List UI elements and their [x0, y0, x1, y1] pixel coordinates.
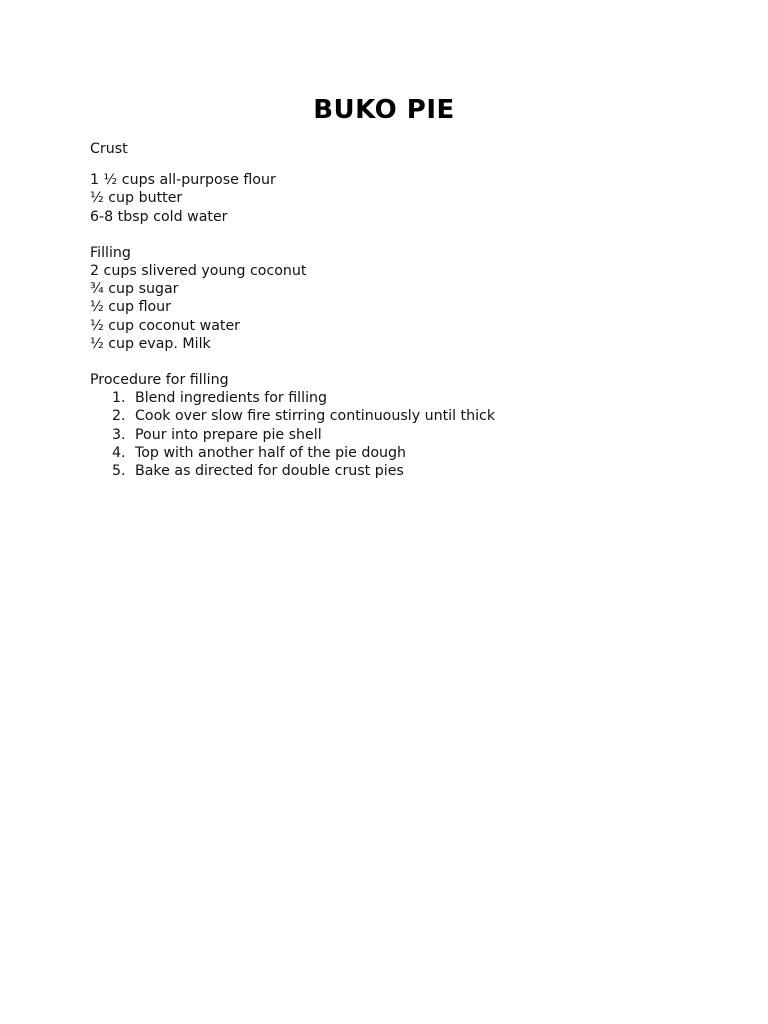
step-text: Pour into prepare pie shell: [135, 426, 322, 443]
step-text: Blend ingredients for filling: [135, 390, 328, 407]
step-text: Bake as directed for double crust pies: [135, 463, 404, 480]
filling-heading: Filling: [90, 244, 131, 261]
procedure-steps: [90, 389, 690, 480]
procedure-step: [90, 444, 690, 462]
step-text: Cook over slow fire stirring continuously until thick: [135, 408, 496, 425]
procedure-heading: Procedure for filling: [90, 372, 229, 389]
spacer: [90, 353, 690, 371]
procedure-step: [90, 462, 690, 480]
crust-ingredient: 6-8 tbsp cold water: [90, 208, 228, 225]
recipe-title: BUKO PIE: [313, 95, 455, 125]
procedure-step: [90, 407, 690, 425]
spacer: [90, 226, 690, 244]
step-number: 2.: [112, 408, 126, 425]
spacer: [90, 158, 690, 171]
procedure-step: [90, 389, 690, 407]
crust-ingredient: 1 ½ cups all-purpose flour: [90, 172, 276, 189]
filling-ingredient: ¾ cup sugar: [90, 281, 179, 298]
step-number: 4.: [112, 444, 126, 461]
crust-ingredient-list: [90, 171, 690, 226]
filling-ingredient-list: [90, 262, 690, 353]
step-number: 3.: [112, 426, 126, 443]
crust-heading: Crust: [90, 141, 128, 157]
step-text: Top with another half of the pie dough: [135, 444, 407, 461]
crust-ingredient: ½ cup butter: [90, 190, 183, 207]
step-number: 5.: [112, 463, 126, 480]
procedure-step: [90, 426, 690, 444]
recipe-body: [90, 140, 690, 480]
filling-ingredient: ½ cup flour: [90, 299, 172, 316]
filling-ingredient: ½ cup coconut water: [90, 317, 241, 334]
filling-ingredient: 2 cups slivered young coconut: [90, 263, 307, 280]
filling-ingredient: ½ cup evap. Milk: [90, 335, 211, 352]
step-number: 1.: [112, 390, 126, 407]
